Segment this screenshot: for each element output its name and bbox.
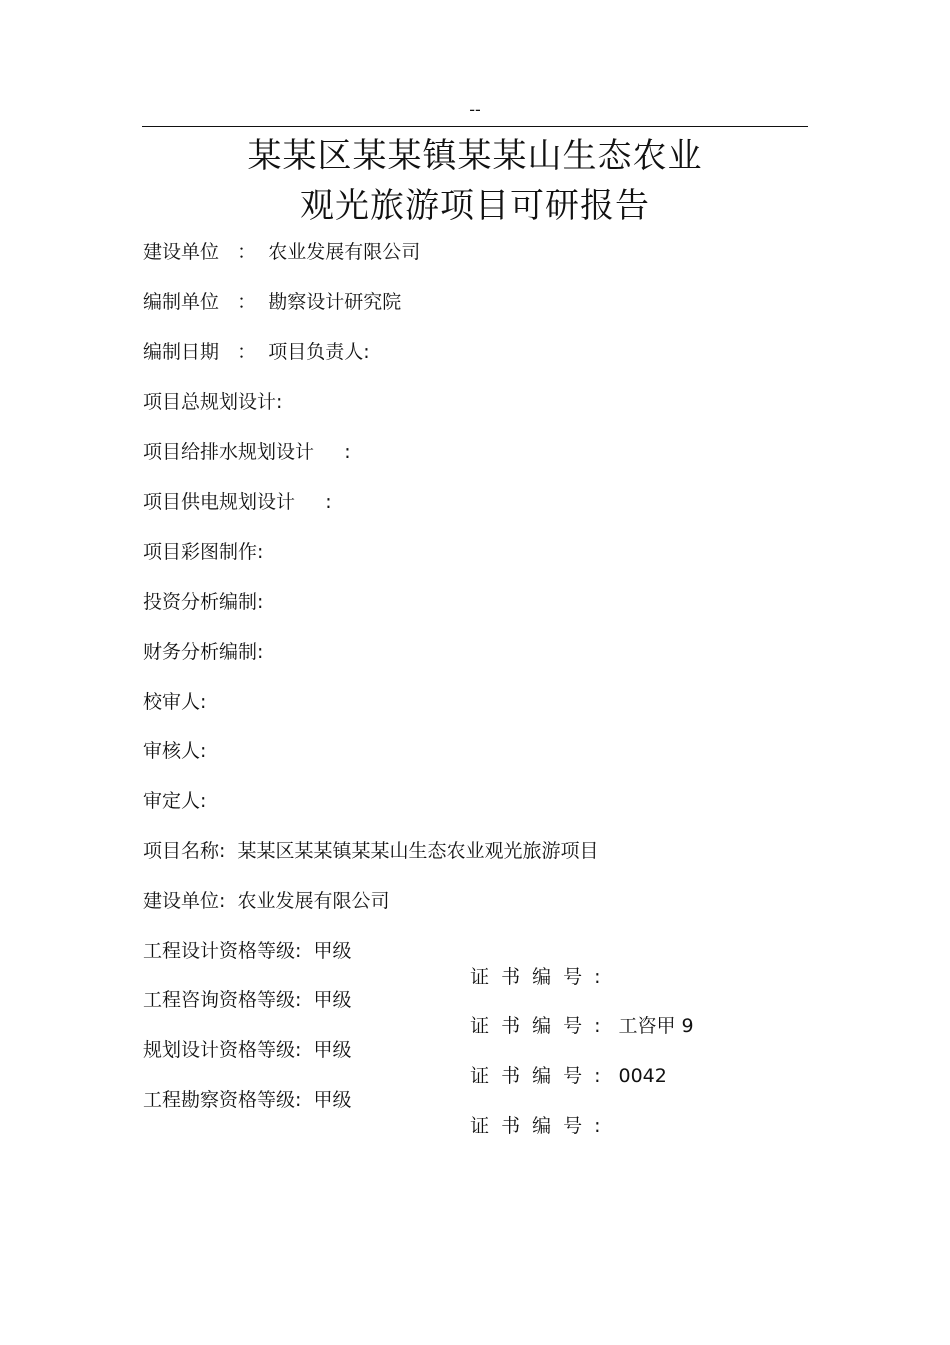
field-compiling-unit: 编制单位 ： 勘察设计研究院 [143, 291, 402, 313]
field-project-name: 项目名称: 某某区某某镇某某山生态农业观光旅游项目 [143, 840, 599, 862]
field-investment-analysis: 投资分析编制: [143, 591, 264, 613]
field-master-planning: 项目总规划设计: [143, 391, 283, 413]
header-divider [142, 126, 808, 127]
field-proofreader: 校审人: [143, 691, 207, 713]
cert-label: 证书编号: [470, 1115, 613, 1137]
field-financial-analysis: 财务分析编制: [143, 641, 264, 663]
field-construction-unit: 建设单位 ： 农业发展有限公司 [143, 241, 421, 263]
cert-label: 证书编号: [470, 966, 613, 988]
document-title-line-1: 某某区某某镇某某山生态农业 [247, 136, 703, 176]
field-reviewer: 审核人: [143, 740, 207, 762]
header-mark: -- [469, 100, 481, 119]
field-approver: 审定人: [143, 790, 207, 812]
field-power-planning: 项目供电规划设计 : [143, 491, 332, 513]
field-compile-date: 编制日期 ： 项目负责人: [143, 341, 370, 363]
qualification-design-grade: 工程设计资格等级: 甲级 [143, 940, 352, 962]
field-water-planning: 项目给排水规划设计 : [143, 441, 351, 463]
qualification-consulting-cert [458, 987, 694, 1039]
cert-label: 证书编号: [470, 1015, 613, 1037]
document-title-line-2: 观光旅游项目可研报告 [300, 186, 650, 226]
cert-value: 工咨甲 9 [618, 1015, 694, 1037]
qualification-planning-grade: 规划设计资格等级: 甲级 [143, 1039, 352, 1061]
qualification-survey-grade: 工程勘察资格等级: 甲级 [143, 1089, 352, 1111]
qualification-survey-cert [458, 1087, 619, 1139]
cert-label: 证书编号: [470, 1065, 613, 1087]
field-construction-unit-2: 建设单位: 农业发展有限公司 [143, 890, 390, 912]
qualification-consulting-grade: 工程咨询资格等级: 甲级 [143, 989, 352, 1011]
qualification-design-cert [458, 938, 619, 990]
field-color-drawings: 项目彩图制作: [143, 541, 264, 563]
cert-value: 0042 [618, 1065, 667, 1087]
qualification-planning-cert [458, 1037, 667, 1089]
